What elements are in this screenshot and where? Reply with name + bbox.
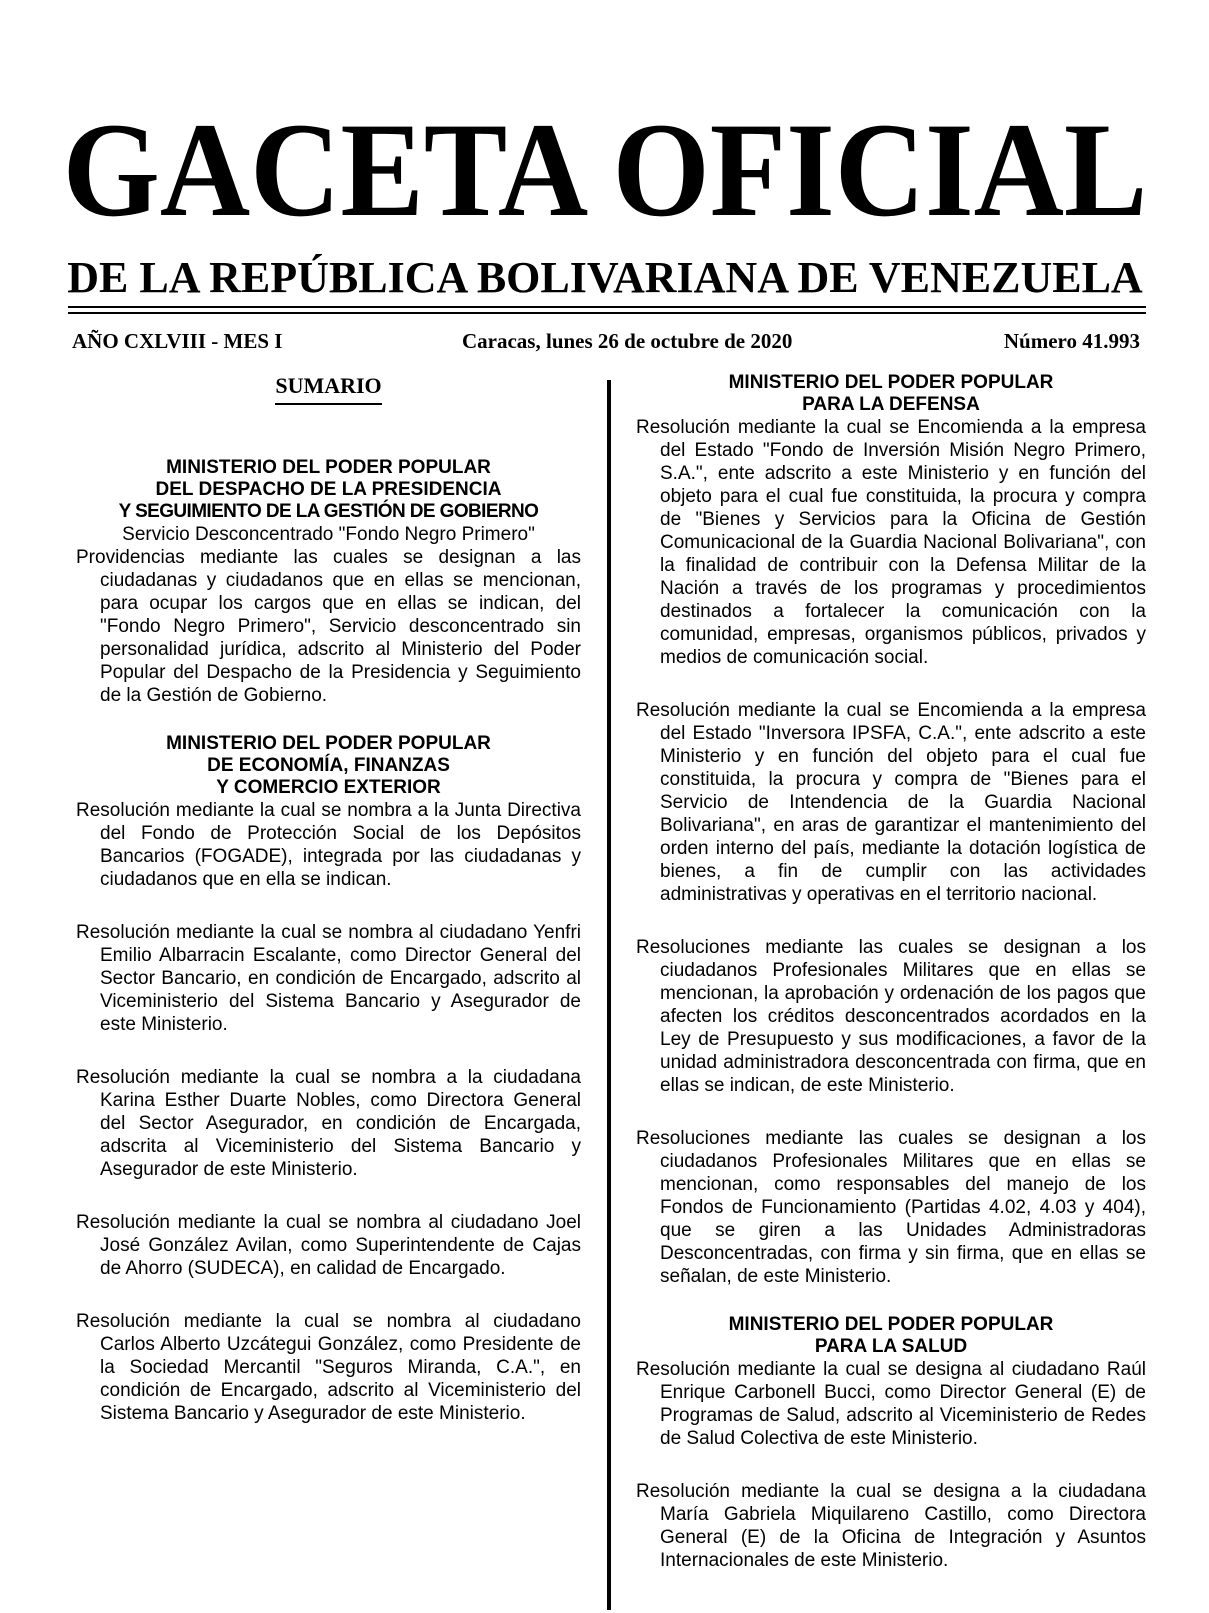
gazette-title: GACETA OFICIAL bbox=[62, 96, 1148, 246]
ministry-heading-economia: MINISTERIO DEL PODER POPULAR DE ECONOMÍA, FINANZAS Y COMERCIO EXTERIOR bbox=[166, 733, 491, 798]
summary-entry: Resolución mediante la cual se designa a la ciudadana María Gabriela Miquilareno Castillo, como Directora General (E) de la Oficina de Integración y Asuntos Internacionales de este Ministerio. bbox=[636, 1481, 1146, 1571]
place-date: Caracas, lunes 26 de octubre de 2020 bbox=[462, 329, 793, 353]
summary-entry: Resolución mediante la cual se designa al ciudadano Raúl Enrique Carbonell Bucci, como Director General (E) de Programas de Salud, adscrito al Viceministerio de Redes de Salud Colectiva de este Ministerio. bbox=[636, 1359, 1146, 1449]
summary-entry: Providencias mediante las cuales se designan a las ciudadanas y ciudadanos que en ellas se mencionan, para ocupar los cargos que en ellas se indican, del "Fondo Negro Primero", Servicio desconcentrado sin personalidad jurídica, adscrito al Ministerio del Poder Popular del Despacho de la Presidencia y Seguimiento de la Gestión de Gobierno. bbox=[76, 547, 581, 706]
issue-number: Número 41.993 bbox=[1003, 329, 1140, 353]
summary-entry: Resolución mediante la cual se nombra a la Junta Directiva del Fondo de Protección Social de los Depósitos Bancarios (FOGADE), integrada por las ciudadanas y ciudadanos que en ella se indican. bbox=[76, 800, 581, 890]
summary-entry: Resolución mediante la cual se Encomienda a la empresa del Estado "Inversora IPSFA, C.A.", ente adscrito a este Ministerio y en función del objeto para el cual fue constituida, la procura y compra de "Bienes para el Servicio de Intendencia de la Guardia Nacional Bolivariana", en aras de garantizar el mantenimiento del orden interno del país, mediante la dotación logística de bienes, a fin de cumplir con las actividades administrativas y operativas en el territorio nacional. bbox=[636, 700, 1146, 905]
summary-entry: Resolución mediante la cual se nombra al ciudadano Joel José González Avilan, como Superintendente de Cajas de Ahorro (SUDECA), en calidad de Encargado. bbox=[76, 1212, 581, 1279]
summary-entry: Resolución mediante la cual se nombra al ciudadano Yenfri Emilio Albarracin Escalante, como Director General del Sector Bancario, en condición de Encargado, adscrito al Viceministerio del Sistema Bancario y Asegurador de este Ministerio. bbox=[76, 922, 581, 1035]
gazette-subtitle: DE LA REPÚBLICA BOLIVARIANA DE VENEZUELA bbox=[67, 253, 1143, 302]
header-rule-bottom bbox=[68, 312, 1146, 314]
left-column bbox=[76, 372, 581, 1425]
header-rule-top bbox=[68, 306, 1146, 308]
summary-entry: Resolución mediante la cual se Encomienda a la empresa del Estado "Fondo de Inversión Misión Negro Primero, S.A.", ente adscrito a este Ministerio y en función del objeto para el cual fue constituida, la procura y compra de "Bienes y Servicios para la Oficina de Gestión Comunicacional de la Guardia Nacional Bolivariana", con la finalidad de contribuir con la Defensa Militar de la Nación a través de los programas y procedimientos destinados a fortalecer la comunicación con la comunidad, empresas, organismos públicos, privados y medios de comunicación social. bbox=[636, 417, 1146, 668]
summary-entry: Resolución mediante la cual se nombra a la ciudadana Karina Esther Duarte Nobles, como Directora General del Sector Asegurador, en condición de Encargada, adscrita al Viceministerio del Sistema Bancario y Asegurador de este Ministerio. bbox=[76, 1067, 581, 1180]
right-column bbox=[636, 372, 1146, 1572]
column-divider bbox=[607, 380, 611, 1610]
sumario-heading: SUMARIO bbox=[76, 372, 581, 405]
year-month: AÑO CXLVIII - MES I bbox=[72, 329, 283, 353]
ministry-heading-defensa: MINISTERIO DEL PODER POPULAR PARA LA DEFENSA bbox=[728, 372, 1054, 415]
summary-entry: Resoluciones mediante las cuales se designan a los ciudadanos Profesionales Militares que en ellas se mencionan, la aprobación y ordenación de los pagos que afecten los créditos desconcentrados acordados en la Ley de Presupuesto y sus modificaciones, a favor de la unidad administradora desconcentrada con firma, que en ellas se indican, de este Ministerio. bbox=[636, 937, 1146, 1096]
summary-entry: Resolución mediante la cual se nombra al ciudadano Carlos Alberto Uzcátegui González, como Presidente de la Sociedad Mercantil "Seguros Miranda, C.A.", en condición de Encargado, adscrito al Viceministerio del Sistema Bancario y Asegurador de este Ministerio. bbox=[76, 1311, 581, 1424]
issue-line bbox=[72, 328, 1140, 354]
summary-entry: Resoluciones mediante las cuales se designan a los ciudadanos Profesionales Militares que en ellas se mencionan, como responsables del manejo de los Fondos de Funcionamiento (Partidas 4.02, 4.03 y 404), que se giren a las Unidades Administradoras Desconcentradas, con firma y sin firma, que en ellas se señalan, de este Ministerio. bbox=[636, 1128, 1146, 1287]
ministry-heading-presidencia: MINISTERIO DEL PODER POPULAR DEL DESPACHO DE LA PRESIDENCIA Y SEGUIMIENTO DE LA GESTIÓN DE GOBIERNO bbox=[118, 457, 539, 522]
ministry-heading-salud: MINISTERIO DEL PODER POPULAR PARA LA SALUD bbox=[728, 1314, 1054, 1357]
entity-fondo-negro-primero: Servicio Desconcentrado "Fondo Negro Primero" bbox=[122, 524, 535, 545]
